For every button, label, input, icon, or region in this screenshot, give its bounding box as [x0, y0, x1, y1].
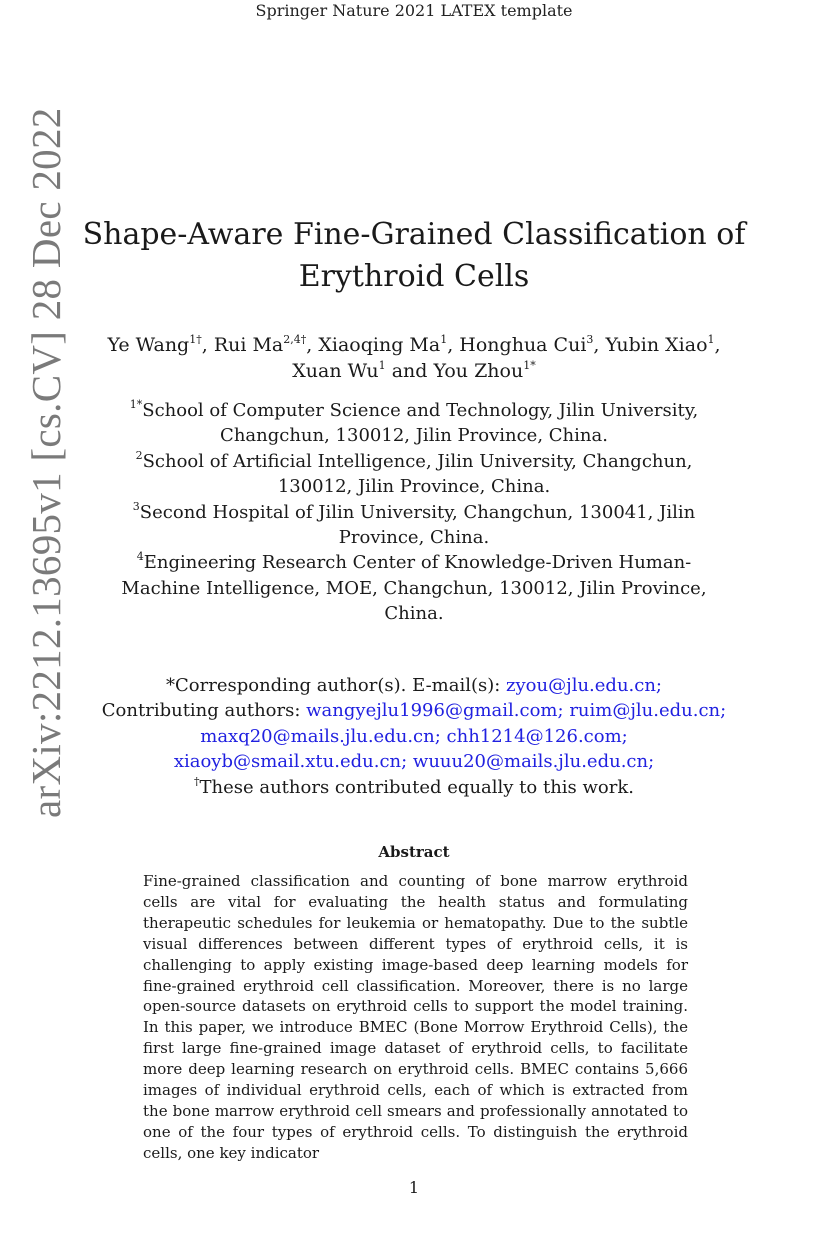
email-link[interactable]: ruim@jlu.edu.cn; — [569, 700, 727, 722]
dagger-mark: † — [194, 774, 200, 788]
author-name: Xiaoqing Ma — [318, 334, 441, 356]
author-name: Yubin Xiao — [605, 334, 708, 356]
author-name: Rui Ma — [213, 334, 284, 356]
email-link[interactable]: zyou@jlu.edu.cn; — [506, 675, 662, 696]
affiliation-list — [110, 398, 718, 627]
running-header: Springer Nature 2021 LATEX template — [255, 1, 573, 20]
abstract-text: Fine-grained classification and counting of bone marrow erythroid cells are vital for evaluating the health status and formulating therapeutic schedules for leukemia or hematopathy. Due to the subtle visual differences between different types of erythroid cells, it is challenging to apply existing image-based deep learning models for fine-grained erythroid cell classification. Moreover, there is no large open-source datasets on erythroid cells to support the model training. In this paper, we introduce BMEC (Bone Morrow Erythroid Cells), the first large fine-grained image dataset of erythroid cells, to facilitate more deep learning research on erythroid cells. BMEC contains 5,666 images of individual erythroid cells, each of which is extracted from the bone marrow erythroid cell smears and professionally annotated to one of the four types of erythroid cells. To distinguish the erythroid cells, one key indicator — [143, 872, 688, 1162]
author-name: Ye Wang — [107, 334, 190, 356]
author-name: Honghua Cui — [459, 334, 587, 356]
author-list: Ye Wang$^{1\dagger}$, Rui $Ma^{2,4\dagger}$, Xiaoqing Ma$^1$, Honghua Cui$^3$, Yubin Xiao$^1$, Xuan Wu$^1$ and You Zhou$^{1*}$ — [107, 332, 721, 382]
corresponding-label: *Corresponding author(s). E-mail(s): — [166, 675, 507, 696]
abstract-heading: Abstract — [378, 843, 450, 861]
paper-title: Shape-Aware Fine-Grained Classification of Erythroid Cells — [82, 217, 746, 294]
email-link[interactable]: wuuu20@mails.jlu.edu.cn; — [412, 751, 655, 773]
affiliation-text: School of Computer Science and Technology, Jilin University, Changchun, 130012, Jilin Province, China. — [142, 400, 699, 447]
affiliation-mark: 1* — [129, 398, 143, 411]
email-link[interactable]: chh1214@126.com; — [446, 725, 628, 747]
author-affiliation-mark: 3 — [586, 332, 594, 346]
email-link[interactable]: maxq20@mails.jlu.edu.cn; — [200, 725, 441, 747]
affiliation-item — [110, 398, 718, 449]
author-affiliation-mark: 1* — [523, 358, 536, 372]
affiliation-item — [110, 449, 718, 500]
author-affiliation-mark: 1† — [189, 332, 202, 346]
page-number: 1 — [408, 1178, 420, 1197]
affiliation-item — [110, 500, 718, 551]
author-affiliation-mark: 2,4† — [283, 332, 307, 346]
author-name: Xuan Wu — [292, 360, 379, 382]
contributing-label: Contributing authors: — [101, 700, 307, 722]
affiliation-text: Second Hospital of Jilin University, Changchun, 130041, Jilin Province, China. — [139, 501, 696, 549]
affiliation-text: School of Artificial Intelligence, Jilin University, Changchun, 130012, Jilin Province, China. — [142, 450, 693, 498]
arxiv-identifier-stamp: arXiv:2212.13695v1 [cs.CV] 28 Dec 2022 — [23, 107, 69, 818]
affiliation-item — [110, 550, 718, 626]
affiliation-mark: 2 — [135, 448, 143, 462]
affiliation-mark: 3 — [132, 499, 140, 513]
author-affiliation-mark: 1 — [440, 332, 448, 346]
affiliation-mark: 4 — [136, 550, 144, 564]
email-link[interactable]: xiaoyb@smail.xtu.edu.cn; — [173, 751, 408, 773]
email-link[interactable]: wangyejlu1996@gmail.com; — [306, 700, 564, 722]
equal-contribution-note: These authors contributed equally to this work. — [199, 776, 634, 798]
correspondence-block — [100, 673, 728, 800]
author-affiliation-mark: 1 — [378, 358, 386, 372]
author-affiliation-mark: 1 — [707, 332, 715, 346]
author-name: You Zhou — [433, 360, 524, 382]
affiliation-text: Engineering Research Center of Knowledge-Driven Human-Machine Intelligence, MOE, Changchun, 130012, Jilin Province, China. — [121, 552, 707, 625]
